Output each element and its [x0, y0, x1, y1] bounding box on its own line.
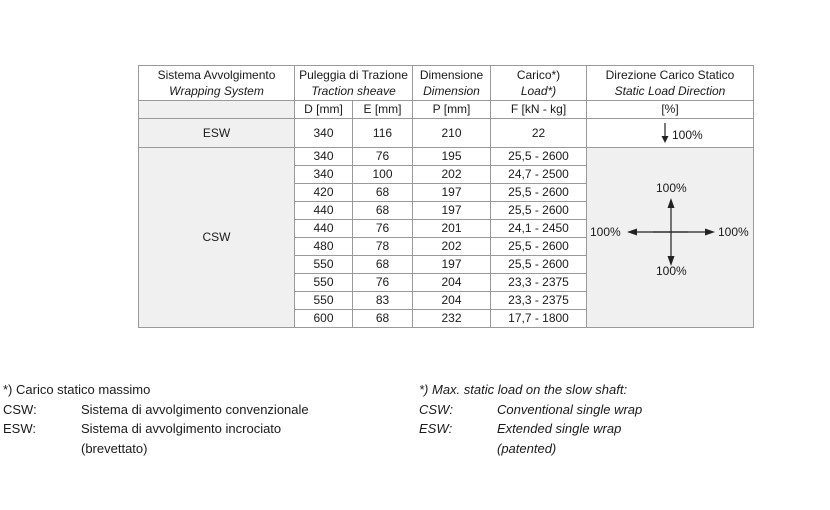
csw-f: 25,5 - 2600 — [491, 238, 587, 256]
units-row — [139, 101, 754, 119]
csw-p: 204 — [413, 292, 491, 310]
csw-d: 550 — [295, 292, 353, 310]
header-system-en: Wrapping System — [169, 84, 264, 98]
header-dimension — [413, 66, 491, 101]
csw-e: 68 — [353, 310, 413, 328]
notes-it-csw — [3, 400, 309, 420]
unit-e: E [mm] — [353, 101, 413, 119]
csw-d: 550 — [295, 256, 353, 274]
notes-it-esw-text: Sistema di avvolgimento incrociato — [81, 421, 282, 436]
csw-p: 232 — [413, 310, 491, 328]
header-load — [491, 66, 587, 101]
esw-f: 22 — [491, 119, 587, 148]
csw-e: 100 — [353, 166, 413, 184]
notes-en-esw-text: Extended single wrap — [497, 421, 622, 436]
csw-f: 25,5 - 2600 — [491, 148, 587, 166]
direction-left-label: 100% — [590, 225, 621, 239]
load-spec-table — [138, 65, 754, 328]
header-direction — [587, 66, 754, 101]
csw-p: 202 — [413, 238, 491, 256]
csw-f: 25,5 - 2600 — [491, 202, 587, 220]
csw-d: 550 — [295, 274, 353, 292]
header-dimension-en: Dimension — [423, 84, 480, 98]
notes-en-csw — [419, 400, 642, 420]
header-direction-it: Direzione Carico Statico — [605, 68, 735, 82]
notes-it-csw-key: CSW: — [3, 401, 37, 417]
csw-f: 24,7 - 2500 — [491, 166, 587, 184]
csw-p: 195 — [413, 148, 491, 166]
notes-it-csw-text: Sistema di avvolgimento convenzionale — [81, 401, 309, 417]
header-sheave — [295, 66, 413, 101]
header-system-it: Sistema Avvolgimento — [157, 68, 276, 82]
csw-p: 202 — [413, 166, 491, 184]
csw-d: 480 — [295, 238, 353, 256]
esw-direction-value: 100% — [672, 128, 703, 142]
esw-row — [139, 119, 754, 148]
header-row — [139, 66, 754, 101]
csw-e: 68 — [353, 202, 413, 220]
header-system — [139, 66, 295, 101]
esw-e: 116 — [353, 119, 413, 148]
direction-right-label: 100% — [718, 225, 749, 239]
arrow-down-icon — [660, 122, 670, 144]
notes-en-esw-key: ESW: — [419, 421, 453, 436]
csw-p: 197 — [413, 184, 491, 202]
esw-direction — [587, 119, 754, 148]
notes-it-esw-line2 — [3, 439, 309, 459]
esw-p: 210 — [413, 119, 491, 148]
esw-d: 340 — [295, 119, 353, 148]
csw-p: 204 — [413, 274, 491, 292]
notes-en-csw-key: CSW: — [419, 401, 453, 417]
notes-en-title: *) Max. static load on the slow shaft: — [419, 382, 628, 397]
csw-f: 25,5 - 2600 — [491, 256, 587, 274]
csw-f: 17,7 - 1800 — [491, 310, 587, 328]
csw-e: 76 — [353, 148, 413, 166]
direction-down-label: 100% — [656, 264, 687, 278]
header-sheave-it: Puleggia di Trazione — [299, 68, 408, 82]
csw-d: 440 — [295, 220, 353, 238]
notes-en-esw-text2: (patented) — [497, 440, 557, 456]
notes-it-esw — [3, 419, 309, 439]
notes-en-esw-line2 — [419, 439, 642, 459]
header-dimension-it: Dimensione — [419, 68, 484, 82]
notes-italian — [3, 380, 309, 458]
csw-e: 68 — [353, 256, 413, 274]
header-sheave-en: Traction sheave — [311, 84, 396, 98]
csw-d: 340 — [295, 166, 353, 184]
header-direction-en: Static Load Direction — [614, 84, 726, 98]
csw-p: 197 — [413, 256, 491, 274]
notes-en-esw — [419, 419, 642, 439]
csw-f: 23,3 - 2375 — [491, 292, 587, 310]
csw-d: 440 — [295, 202, 353, 220]
unit-p: P [mm] — [413, 101, 491, 119]
header-load-en: Load*) — [520, 84, 557, 98]
csw-e: 76 — [353, 274, 413, 292]
csw-f: 24,1 - 2450 — [491, 220, 587, 238]
header-load-it: Carico*) — [516, 68, 561, 82]
notes-en-csw-text: Conventional single wrap — [497, 401, 643, 417]
table-row — [139, 148, 754, 166]
csw-d: 420 — [295, 184, 353, 202]
csw-f: 23,3 - 2375 — [491, 274, 587, 292]
csw-e: 68 — [353, 184, 413, 202]
csw-d: 340 — [295, 148, 353, 166]
notes-english — [419, 380, 642, 458]
csw-e: 76 — [353, 220, 413, 238]
csw-p: 201 — [413, 220, 491, 238]
unit-pct: [%] — [587, 101, 754, 119]
csw-e: 83 — [353, 292, 413, 310]
notes-it-title: *) Carico statico massimo — [3, 382, 151, 397]
csw-direction — [587, 148, 754, 328]
csw-f: 25,5 - 2600 — [491, 184, 587, 202]
csw-e: 78 — [353, 238, 413, 256]
csw-p: 197 — [413, 202, 491, 220]
notes-it-esw-key: ESW: — [3, 421, 36, 436]
direction-up-label: 100% — [656, 181, 687, 195]
esw-label: ESW — [139, 119, 295, 148]
csw-label: CSW — [139, 148, 295, 328]
unit-d: D [mm] — [295, 101, 353, 119]
unit-f: F [kN - kg] — [491, 101, 587, 119]
csw-d: 600 — [295, 310, 353, 328]
units-empty-cell — [139, 101, 295, 119]
notes-it-esw-text2: (brevettato) — [81, 440, 148, 456]
